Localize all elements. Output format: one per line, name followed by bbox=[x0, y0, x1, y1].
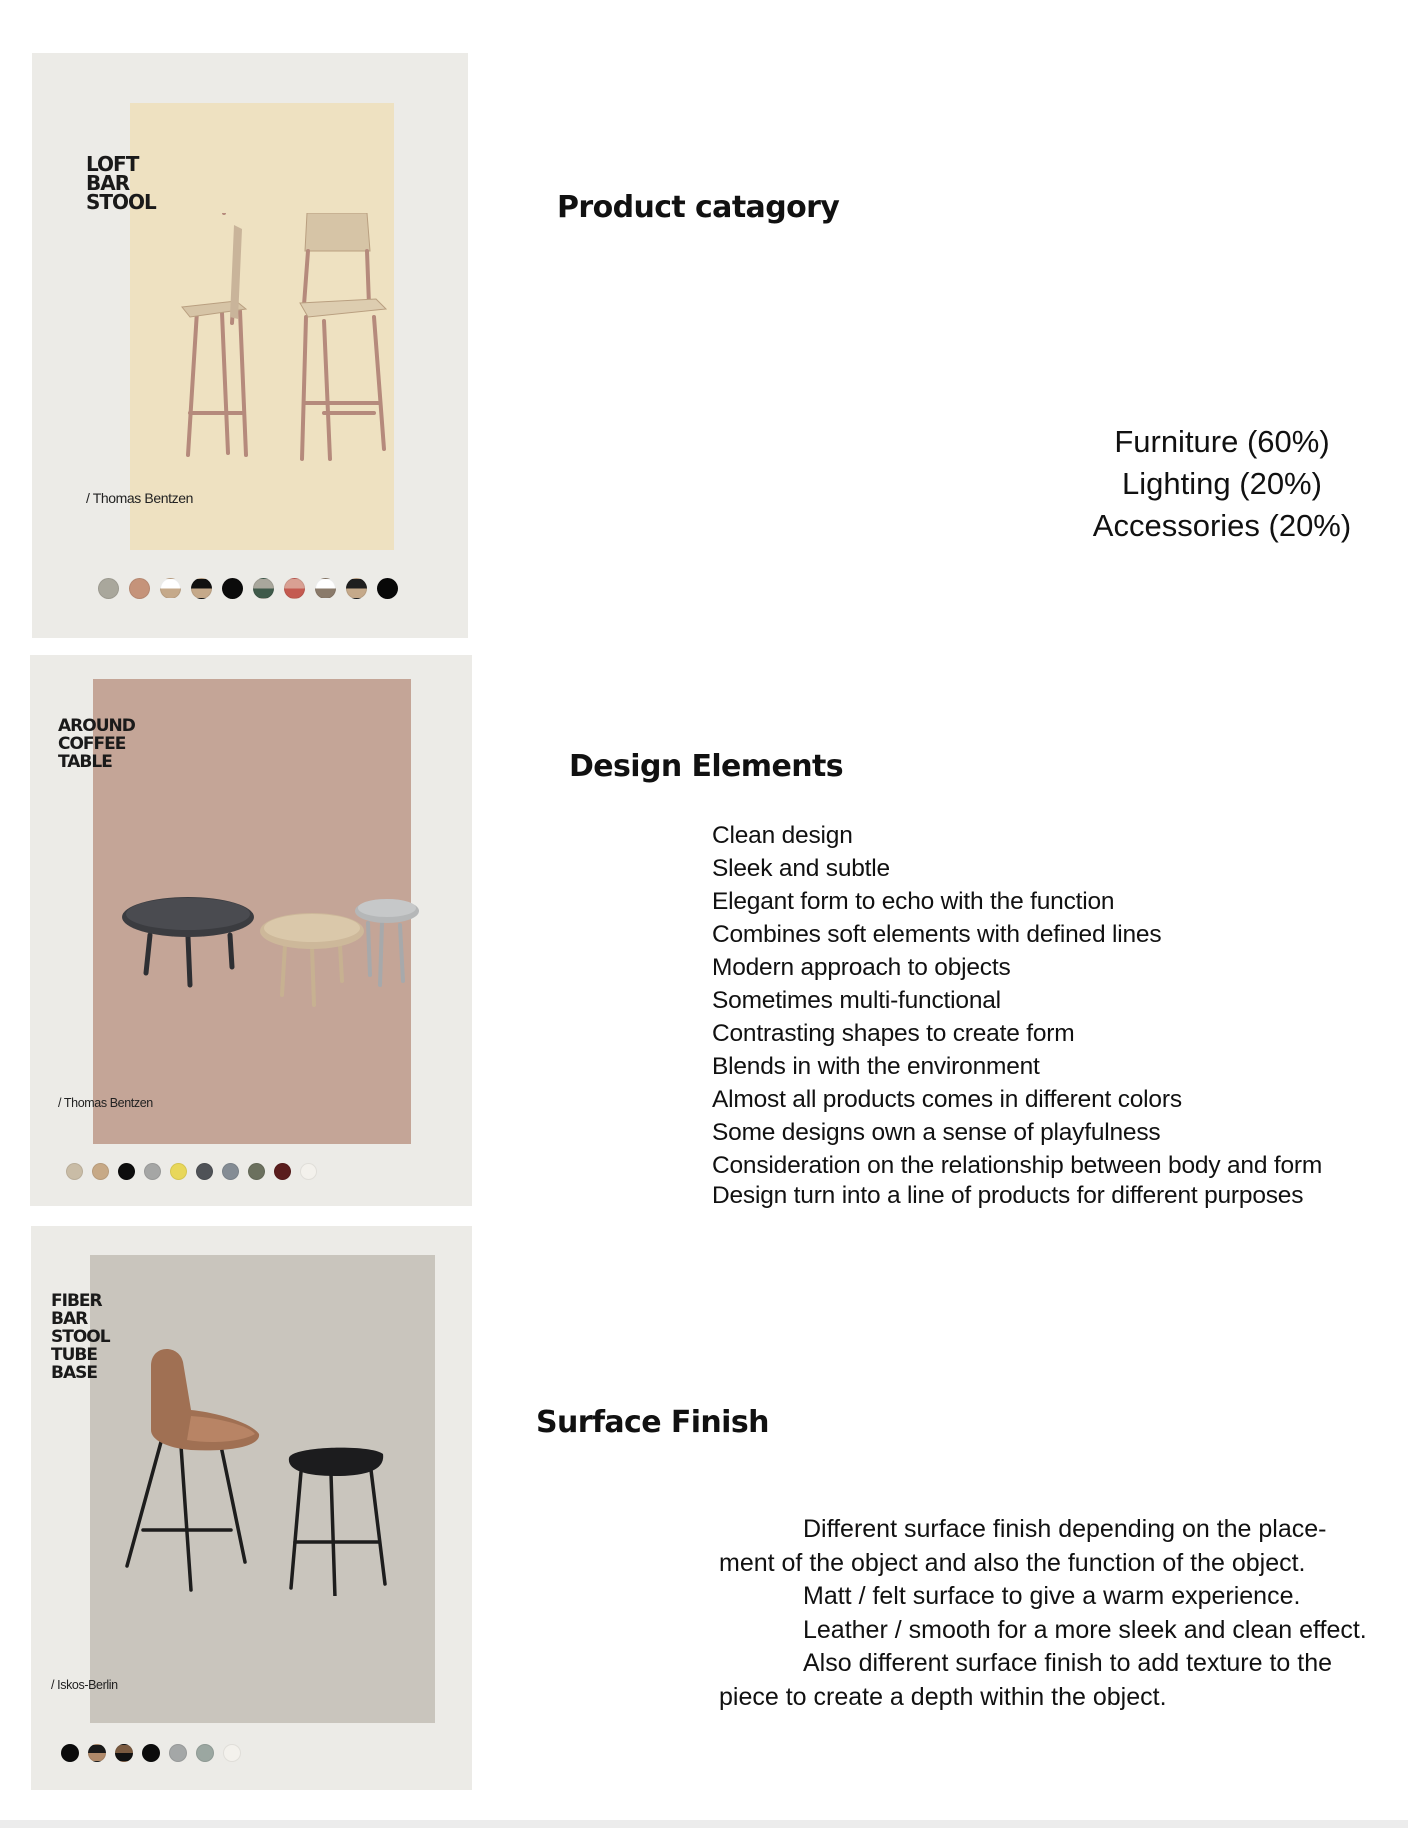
design-element-item: Clean design bbox=[712, 822, 853, 849]
surface-finish-paragraph bbox=[719, 1513, 1399, 1714]
color-swatch[interactable] bbox=[98, 578, 119, 599]
color-swatch[interactable] bbox=[191, 578, 212, 599]
product-title: AROUND COFFEE TABLE bbox=[58, 716, 135, 772]
fiber-bar-stool-image bbox=[121, 1336, 441, 1596]
surface-finish-line: ment of the object and also the function of the object. bbox=[719, 1548, 1306, 1577]
color-swatch[interactable] bbox=[223, 1744, 241, 1762]
surface-finish-line: piece to create a depth within the object. bbox=[719, 1682, 1167, 1711]
design-element-item: Contrasting shapes to create form bbox=[712, 1020, 1075, 1047]
design-element-item: Elegant form to echo with the function bbox=[712, 888, 1115, 915]
design-element-item: Some designs own a sense of playfulness bbox=[712, 1119, 1161, 1146]
loft-bar-stool-image bbox=[162, 213, 402, 473]
color-swatch[interactable] bbox=[222, 1163, 239, 1180]
designer-credit: / Thomas Bentzen bbox=[58, 1096, 153, 1110]
design-element-item: Modern approach to objects bbox=[712, 954, 1011, 981]
color-swatches bbox=[66, 1163, 317, 1180]
design-element-item: Almost all products comes in different colors bbox=[712, 1086, 1182, 1113]
surface-finish-line: Matt / felt surface to give a warm experience. bbox=[803, 1582, 1301, 1610]
design-element-item: Combines soft elements with defined lines bbox=[712, 921, 1162, 948]
category-item: Lighting (20%) bbox=[1122, 466, 1322, 501]
surface-finish-heading: Surface Finish bbox=[536, 1405, 769, 1440]
around-coffee-table-image bbox=[100, 895, 440, 1045]
color-swatch[interactable] bbox=[274, 1163, 291, 1180]
design-element-item: Consideration on the relationship between body and form bbox=[712, 1152, 1323, 1179]
product-card-around-coffee-table bbox=[30, 655, 472, 1206]
design-element-item: Sleek and subtle bbox=[712, 855, 890, 882]
color-swatch[interactable] bbox=[144, 1163, 161, 1180]
color-swatch[interactable] bbox=[129, 578, 150, 599]
color-swatch[interactable] bbox=[61, 1744, 79, 1762]
color-swatch[interactable] bbox=[300, 1163, 317, 1180]
design-element-item: Sometimes multi-functional bbox=[712, 987, 1001, 1014]
product-card-fiber-bar-stool bbox=[31, 1226, 472, 1790]
color-swatches bbox=[98, 578, 398, 599]
color-swatch[interactable] bbox=[284, 578, 305, 599]
color-swatch[interactable] bbox=[377, 578, 398, 599]
color-swatch[interactable] bbox=[88, 1744, 106, 1762]
color-swatch[interactable] bbox=[118, 1163, 135, 1180]
color-swatch[interactable] bbox=[66, 1163, 83, 1180]
design-elements-heading: Design Elements bbox=[569, 749, 843, 784]
color-swatch[interactable] bbox=[160, 578, 181, 599]
color-swatch[interactable] bbox=[248, 1163, 265, 1180]
product-title: FIBER BAR STOOL TUBE BASE bbox=[51, 1291, 110, 1383]
design-element-item: Design turn into a line of products for different purposes bbox=[712, 1182, 1304, 1209]
color-swatches bbox=[61, 1744, 241, 1762]
color-swatch[interactable] bbox=[222, 578, 243, 599]
product-category-list bbox=[1082, 421, 1362, 547]
color-swatch[interactable] bbox=[170, 1163, 187, 1180]
color-swatch[interactable] bbox=[196, 1163, 213, 1180]
surface-finish-line: Also different surface finish to add texture to the bbox=[803, 1649, 1333, 1677]
product-card-loft-bar-stool bbox=[32, 53, 468, 638]
designer-credit: / Iskos-Berlin bbox=[51, 1678, 118, 1692]
color-swatch[interactable] bbox=[253, 578, 274, 599]
color-swatch[interactable] bbox=[346, 578, 367, 599]
color-swatch[interactable] bbox=[92, 1163, 109, 1180]
page-bottom-divider bbox=[0, 1820, 1408, 1828]
design-element-item: Blends in with the environment bbox=[712, 1053, 1040, 1080]
category-item: Furniture (60%) bbox=[1114, 424, 1330, 459]
color-swatch[interactable] bbox=[115, 1744, 133, 1762]
color-swatch[interactable] bbox=[169, 1744, 187, 1762]
product-title: LOFT BAR STOOL bbox=[86, 152, 156, 214]
color-swatch[interactable] bbox=[315, 578, 336, 599]
category-item: Accessories (20%) bbox=[1092, 508, 1352, 543]
color-swatch[interactable] bbox=[142, 1744, 160, 1762]
product-category-heading: Product catagory bbox=[557, 190, 840, 225]
design-elements-list bbox=[712, 819, 1402, 1212]
surface-finish-line: Leather / smooth for a more sleek and clean effect. bbox=[803, 1615, 1367, 1644]
color-swatch[interactable] bbox=[196, 1744, 214, 1762]
surface-finish-line: Different surface finish depending on the place- bbox=[803, 1515, 1327, 1543]
designer-credit: / Thomas Bentzen bbox=[86, 490, 193, 506]
